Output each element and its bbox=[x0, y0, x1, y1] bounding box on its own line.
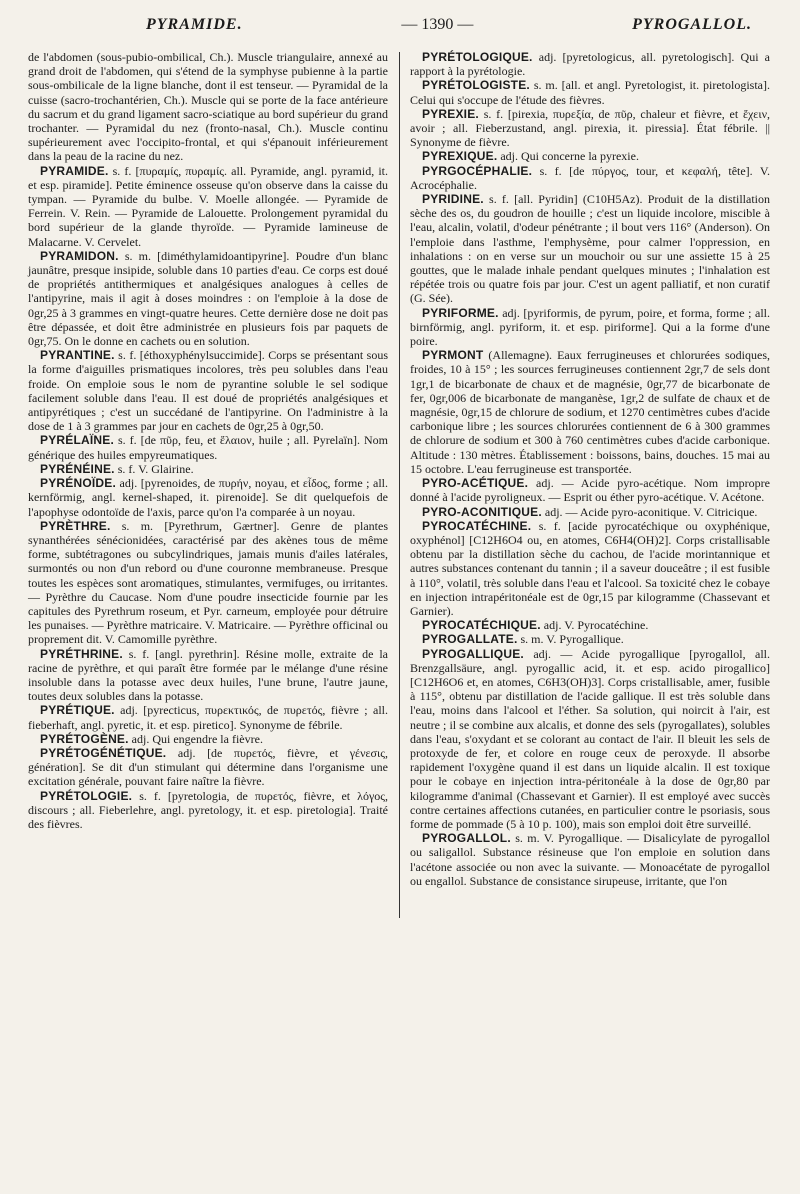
entry-definition: adj. [pyrenoides, de πυρήν, noyau, et εἶδος, forme ; all. kernförmig, angl. kernel-shaped, it. pirenoide]. Se dit quelquefois de l'apophyse odontoïde de l'axis, parce qu'on l'a comparée à un noyau. bbox=[28, 476, 389, 519]
entry-definition: s. f. [pyretologia, de πυρετός, fièvre, et λόγος, discours ; all. Fieberlehre, angl. pyretology, it. et esp. piretologia]. Traité des fièvres. bbox=[28, 788, 388, 831]
entry-definition: de l'abdomen (sous-pubio-ombilical, Ch.). Muscle triangulaire, annexé au grand droit de l'abdomen, qui s'étend de la symphyse pubienne à la partie sous-ombilicale de la ligne blanche, dont il est tenseur. — Pyramidal de la cuisse (sacro-trochantérien, Ch.). Muscle qui se porte de la face antérieure du sacrum et du grand ligament sacro-sciatique au bord supérieur du grand trochanter. — Pyramidal du nez (fronto-nasal, Ch.). Muscle continu supérieurement avec l'occipito-frontal, et qui s'épanouit inférieurement dans la peau de la racine du nez. bbox=[28, 50, 388, 164]
entry-headword: PYRO-ACÉTIQUE. bbox=[422, 476, 529, 491]
dictionary-entry bbox=[410, 632, 770, 646]
header-right-word: PYROGALLOL. bbox=[632, 16, 752, 33]
two-column-body bbox=[28, 50, 770, 888]
header-left-word: PYRAMIDE. bbox=[146, 16, 243, 33]
entry-headword: PYROGALLATE. bbox=[422, 632, 518, 647]
entry-headword: PYRIFORME. bbox=[422, 305, 499, 320]
entry-definition: adj. [pyriformis, de pyrum, poire, et forma, forme ; all. birnförmig, angl. pyriform, it. et esp. piriforme]. Qui a la forme d'une poire. bbox=[410, 305, 771, 349]
entry-headword: PYROGALLOL. bbox=[422, 831, 511, 846]
page-header bbox=[28, 16, 770, 42]
dictionary-entry bbox=[410, 50, 770, 78]
left-column bbox=[28, 50, 398, 888]
entry-definition: adj. — Acide pyro-acétique. Nom impropre donné à l'acide pyroligneux. — Esprit ou éther pyro-acétique. V. Acétone. bbox=[410, 476, 770, 505]
entry-headword: PYROGALLIQUE. bbox=[422, 646, 524, 661]
dictionary-entry bbox=[28, 476, 388, 519]
entry-definition: adj. V. Pyrocatéchine. bbox=[543, 618, 649, 633]
entry-headword: PYRANTINE. bbox=[40, 348, 115, 363]
entry-definition: adj. Qui concerne la pyrexie. bbox=[500, 149, 639, 164]
dictionary-entry bbox=[410, 618, 770, 632]
entry-definition: s. f. V. Glairine. bbox=[117, 461, 194, 476]
entry-definition: adj. [pyretologicus, all. pyretologisch]. Qui a rapport à la pyrétologie. bbox=[410, 50, 771, 79]
entry-definition: adj. — Acide pyrogallique [pyrogallol, all. Brenzgallsäure, angl. pyrogallic acid, it. et esp. acido pirogallico] [C12H6O6 et, en atomes, C6H3(OH)3]. Corps cristallisable, amer, fusible à 115°, obtenu par distillation de l'acide gallique. Il est très soluble dans l'eau, moins dans l'alcool et l'éther. Sa solution, qui noircit à l'air, est neutre ; il se combine aux alcalis, et donne des sels (pyrogallates), solubles dans l'eau, s'oxydant et se colorant au contact de l'air. Il bleuit les sels de protoxyde de fer, et colore en rouge ceux de peroxyde. Il absorbe rapidement l'oxygène quand il est dans un liquide alcalin. Il est toxique pour le cobaye en injection intra-péritonéale à la dose de 0gr,80 par kilogramme d'animal (Chassevant et Garnier). Il est employé avec succès contre certaines affections cutanées, en particulier contre le psoriasis, sous forme de pommade (5 à 10 p. 100), mais son emploi doit être surveillé. bbox=[410, 646, 770, 831]
dictionary-entry bbox=[410, 107, 770, 150]
entry-headword: PYRÉTOGÈNE. bbox=[40, 731, 129, 746]
dictionary-entry bbox=[410, 519, 770, 618]
dictionary-entry bbox=[410, 647, 770, 832]
entry-headword: PYRÉTHRINE. bbox=[40, 646, 123, 661]
dictionary-entry bbox=[28, 164, 388, 249]
column-divider bbox=[399, 52, 400, 918]
entry-headword: PYRAMIDON. bbox=[40, 248, 119, 263]
entry-headword: PYROCATÉCHINE. bbox=[422, 518, 532, 533]
entry-headword: PYRÉTIQUE. bbox=[40, 703, 115, 718]
entry-definition: s. m. V. Pyrogallique. bbox=[520, 632, 624, 647]
entry-definition: (Allemagne). Eaux ferrugineuses et chlorurées sodiques, froides, 10 à 15° ; les sources ferrugineuses contiennent 2gr,7 de sels dont 1gr,1 de bicarbonate de chaux et de magnésie, 0gr,77 de bicarbonate de fer, 0gr,006 de bicarbonate de manganèse, 1gr,2 de sulfate de chaux et de magnésie, 0gr,15 de chlorure de sodium, et 1270 centimètres cubes d'acide carbonique libre ; les sources chlorurées contiennent de 6 à 300 grammes de chlorure de sodium et 300 à 760 centimètres cubes d'acide carbonique. Altitude : 130 mètres. Établissement : boissons, bains, douches. 15 mai au 15 octobre. L'eau ferrugineuse est transportée. bbox=[410, 348, 771, 476]
entry-headword: PYRO-ACONITIQUE. bbox=[422, 504, 542, 519]
dictionary-entry bbox=[28, 732, 388, 746]
dictionary-entry bbox=[28, 746, 388, 789]
entry-headword: PYRÉNOÏDE. bbox=[40, 476, 117, 491]
entry-headword: PYRÉTOLOGIE. bbox=[40, 788, 133, 803]
page-number: — 1390 — bbox=[401, 16, 474, 33]
entry-definition: s. f. [πυραμίς, πυραμίς. all. Pyramide, angl. pyramid, it. et esp. piramide]. Petite éminence osseuse qu'on observe dans la caisse du tympan. — Pyramide du bulbe. V. Moelle allongée. — Pyramide de Ferrein. V. Rein. — Pyramide de Lalouette. Prolongement pyramidal du bord supérieur de la glande thyroïde. — Pyramide lamineuse de Malacarne. V. Cervelet. bbox=[28, 163, 389, 249]
dictionary-entry bbox=[410, 505, 770, 519]
dictionary-entry bbox=[28, 519, 388, 647]
entry-headword: PYRMONT bbox=[422, 348, 484, 363]
entry-definition: adj. [de πυρετός, fièvre, et γένεσις, génération]. Se dit d'un stimulant qui détermine dans l'organisme une excitation générale, pouvant faire naître la fièvre. bbox=[28, 745, 388, 789]
entry-headword: PYRÉNÉINE. bbox=[40, 461, 115, 476]
dictionary-entry bbox=[28, 50, 388, 164]
entry-definition: s. m. [diméthylamidoantipyrine]. Poudre d'un blanc jaunâtre, presque insipide, soluble dans 10 parties d'eau. Ce corps est doué de propriétés antithermiques et analgésiques analogues à celles de l'antipyrine, mais il agit à doses moindres : on l'emploie à la dose de 0gr,25 à 3 grammes en vingt-quatre heures. Cette dernière dose ne doit pas être dépassée, et doit être administrée en plusieurs fois par paquets de 0gr,75. On le donne en cachets ou en solution. bbox=[28, 248, 389, 349]
dictionary-entry bbox=[410, 306, 770, 349]
entry-definition: s. m. V. Pyrogallique. — Disalicylate de pyrogallol ou saligallol. Substance résineuse que l'on emploie en solution dans l'acétone associée ou non avec la suivante. — Monoacétate de pyrogallol ou engallol. Substance de consistance sirupeuse, irritante, que l'on bbox=[410, 831, 770, 888]
entry-headword: PYRÉTOLOGIQUE. bbox=[422, 50, 533, 64]
entry-headword: PYRÈTHRE. bbox=[40, 518, 111, 533]
entry-definition: s. f. [de πύργος, tour, et κεφαλή, tête]. V. Acrocéphalie. bbox=[410, 163, 770, 192]
entry-definition: s. f. [acide pyrocatéchique ou oxyphénique, oxyphénol] [C12H6O4 ou, en atomes, C6H4(OH)2]. Corps cristallisable obtenu par la distillation sèche du cachou, de l'acide morintannique et autres substances contenant du tannin ; il a saveur douceâtre ; il est fusible à 110°, volatil, très soluble dans l'eau et l'alcool. Sa toxicité chez le cobaye en injection intrapéritonéale est de 0gr,15 par kilogramme (Chassevant et Garnier). bbox=[410, 518, 771, 618]
dictionary-entry bbox=[410, 192, 770, 306]
entry-headword: PYRÉLAÏNE. bbox=[40, 433, 115, 448]
dictionary-entry bbox=[410, 348, 770, 476]
dictionary-entry bbox=[410, 476, 770, 504]
dictionary-entry bbox=[410, 149, 770, 163]
dictionary-entry bbox=[28, 647, 388, 704]
entry-definition: s. m. [all. et angl. Pyretologist, it. piretologista]. Celui qui s'occupe de l'étude des fièvres. bbox=[410, 78, 771, 107]
entry-definition: s. f. [pirexia, πυρεξία, de πῦρ, chaleur et fièvre, et ἔχειν, avoir ; all. Fieberzustand, angl. pirexia, it. piressia]. État fébrile. || Synonyme de fièvre. bbox=[410, 106, 770, 150]
dictionary-entry bbox=[28, 703, 388, 731]
dictionary-entry bbox=[410, 164, 770, 192]
entry-headword: PYRGOCÉPHALIE. bbox=[422, 163, 533, 178]
dictionary-entry bbox=[410, 831, 770, 888]
dictionary-entry bbox=[28, 462, 388, 476]
entry-headword: PYREXIE. bbox=[422, 106, 479, 121]
entry-definition: s. f. [all. Pyridin] (C10H5Az). Produit de la distillation sèche des os, du goudron de houille ; c'est un liquide incolore, miscible à l'eau, alcalin, volatil, d'odeur pénétrante ; il bout vers 116° (Anderson). On l'emploie dans l'asthme, l'emphysème, pour calmer l'oppression, en inhalations : on en verse sur un mouchoir ou sur une assiette 15 à 25 gouttes, que le malade inhale pendant quelques minutes ; l'inhalation est répétée trois ou quatre fois par jour. C'est un agent palliatif, et non curatif (G. Sée). bbox=[410, 192, 771, 306]
dictionary-entry bbox=[28, 433, 388, 461]
entry-headword: PYREXIQUE. bbox=[422, 149, 498, 164]
entry-headword: PYRIDINE. bbox=[422, 192, 484, 207]
entry-definition: s. f. [de πῦρ, feu, et ἔλαιον, huile ; all. Pyrelaïn]. Nom générique des huiles empyreumatiques. bbox=[28, 433, 388, 462]
entry-definition: s. m. [Pyrethrum, Gærtner]. Genre de plantes synanthérées sénécionidées, caractérisé par des akènes tous de même forme, subtétragones ou subcylindriques, jamais munis d'ailes latérales, surmontés ou non d'un rebord ou d'une couronne membraneuse. Presque toutes les espèces sont aromatiques, stimulantes, vermifuges, ou irritantes. — Pyrèthre du Caucase. Nom d'une poudre insecticide fournie par les capitules des Pyrethrum roseum, et Pyr. carneum, employée pour détruire les punaises. — Pyrèthre matricaire. V. Matricaire. — Pyrèthre officinal ou proprement dit. V. Camomille pyrèthre. bbox=[28, 518, 389, 647]
dictionary-entry bbox=[28, 348, 388, 433]
entry-headword: PYRAMIDE. bbox=[40, 163, 109, 178]
entry-definition: adj. [pyrecticus, πυρεκτικός, de πυρετός, fièvre ; all. fieberhaft, angl. pyretic, it. et esp. piretico]. Synonyme de fébrile. bbox=[28, 703, 388, 732]
dictionary-entry bbox=[28, 249, 388, 348]
entry-definition: adj. — Acide pyro-aconitique. V. Citricique. bbox=[544, 504, 758, 519]
dictionary-entry bbox=[28, 789, 388, 832]
dictionary-entry bbox=[410, 78, 770, 106]
entry-headword: PYROCATÉCHIQUE. bbox=[422, 618, 541, 633]
right-column bbox=[398, 50, 770, 888]
entry-definition: adj. Qui engendre la fièvre. bbox=[131, 731, 263, 746]
entry-definition: s. f. [éthoxyphénylsuccimide]. Corps se présentant sous la forme d'aiguilles prismatiques incolores, très peu solubles dans l'eau froide. On emploie sous le nom de pyrantine soluble le sel sodique facilement soluble dans l'eau. Il est doué de propriétés analgésiques et antipyrétiques ; c'est un succédané de l'antipyrine. On l'administre à la dose de 1 à 3 grammes par jour en cachets de 0gr,25 à 0gr,50. bbox=[28, 348, 388, 434]
entry-headword: PYRÉTOLOGISTE. bbox=[422, 78, 530, 93]
entry-definition: s. f. [angl. pyrethrin]. Résine molle, extraite de la racine de pyrèthre, et qui paraît être formée par le mélange d'une résine insoluble dans la potasse avec deux huiles, l'une brune, l'autre jaune, toutes deux solubles dans la potasse. bbox=[28, 646, 388, 704]
entry-headword: PYRÉTOGÉNÉTIQUE. bbox=[40, 745, 167, 760]
